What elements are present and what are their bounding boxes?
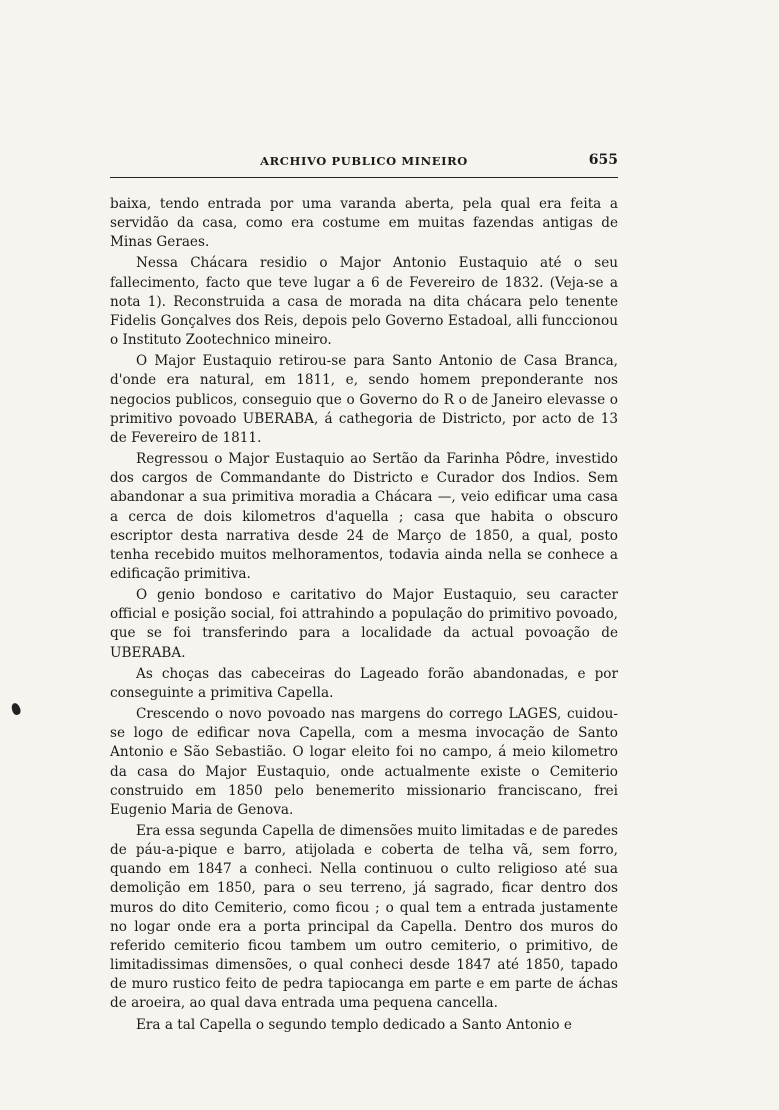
paragraph: O Major Eustaquio retirou-se para Santo Antonio de Casa Branca, d'onde era natural, em 1811, e, sendo homem preponderante nos negocios publicos, conseguio que o Governo do R o de Janeiro elevasse o primitivo povoado UBERABA, á cathegoria de Districto, por acto de 13 de Fevereiro de 1811. [110,353,618,446]
page-number: 655 [588,152,618,168]
body-text [110,195,618,1037]
running-head [110,152,618,174]
paragraph: Crescendo o novo povoado nas margens do corrego LAGES, cuidou-se logo de edificar nova Capella, com a mesma invocação de Santo Antonio e São Sebastião. O logar eleito foi no campo, á meio kilometro da casa do Major Eustaquio, onde actualmente existe o Cemiterio construido em 1850 pelo benemerito missionario franciscano, frei Eugenio Maria de Genova. [110,706,618,818]
paragraph: O genio bondoso e caritativo do Major Eustaquio, seu caracter official e posição social, foi attrahindo a população do primitivo povoado, que se foi transferindo para a localidade da actual povoação de UBERABA. [110,587,618,661]
paragraph: Nessa Chácara residio o Major Antonio Eustaquio até o seu fallecimento, facto que teve lugar a 6 de Fevereiro de 1832. (Veja-se a nota 1). Reconstruida a casa de morada na dita chácara pelo tenente Fidelis Gonçalves dos Reis, depois pelo Governo Estadoal, alli funccionou o Instituto Zootechnico mineiro. [110,255,618,349]
paragraph: Regressou o Major Eustaquio ao Sertão da Farinha Pôdre, investido dos cargos de Commandante do Districto e Curador dos Indios. Sem abandonar a sua primitiva moradia a Chácara —, veio edificar uma casa a cerca de dois kilometros d'aquella ; casa que habita o obscuro escriptor desta narrativa desde 24 de Março de 1850, a qual, posto tenha recebido muitos melhoramentos, todavia ainda nella se conhece a edificação primitiva. [110,451,618,582]
page-header-title: ARCHIVO PUBLICO MINEIRO [260,154,468,168]
header-rule [110,177,618,178]
paragraph-continuation: baixa, tendo entrada por uma varanda aberta, pela qual era feita a servidão da casa, como era costume em muitas fazendas antigas de Minas Geraes. [110,196,618,251]
paragraph: As choças das cabeceiras do Lageado forão abandonadas, e por conseguinte a primitiva Capella. [110,665,618,701]
ink-blot-mark [10,702,22,716]
paragraph: Era a tal Capella o segundo templo dedicado a Santo Antonio e [136,1016,572,1033]
paragraph: Era essa segunda Capella de dimensões muito limitadas e de paredes de páu-a-pique e barro, atijolada e coberta de telha vã, sem forro, quando em 1847 a conheci. Nella continuou o culto religioso até sua demolição em 1850, para o seu terreno, já sagrado, ficar dentro dos muros do dito Cemiterio, como ficou ; o qual tem a entrada justamente no logar onde era a porta principal da Capella. Dentro dos muros do referido cemiterio ficou tambem um outro cemiterio, o primitivo, de limitadissimas dimensões, o qual conheci desde 1847 até 1850, tapado de muro rustico feito de pedra tapiocanga em parte e em parte de áchas de aroeira, ao qual dava entrada uma pequena cancella. [110,823,618,1012]
